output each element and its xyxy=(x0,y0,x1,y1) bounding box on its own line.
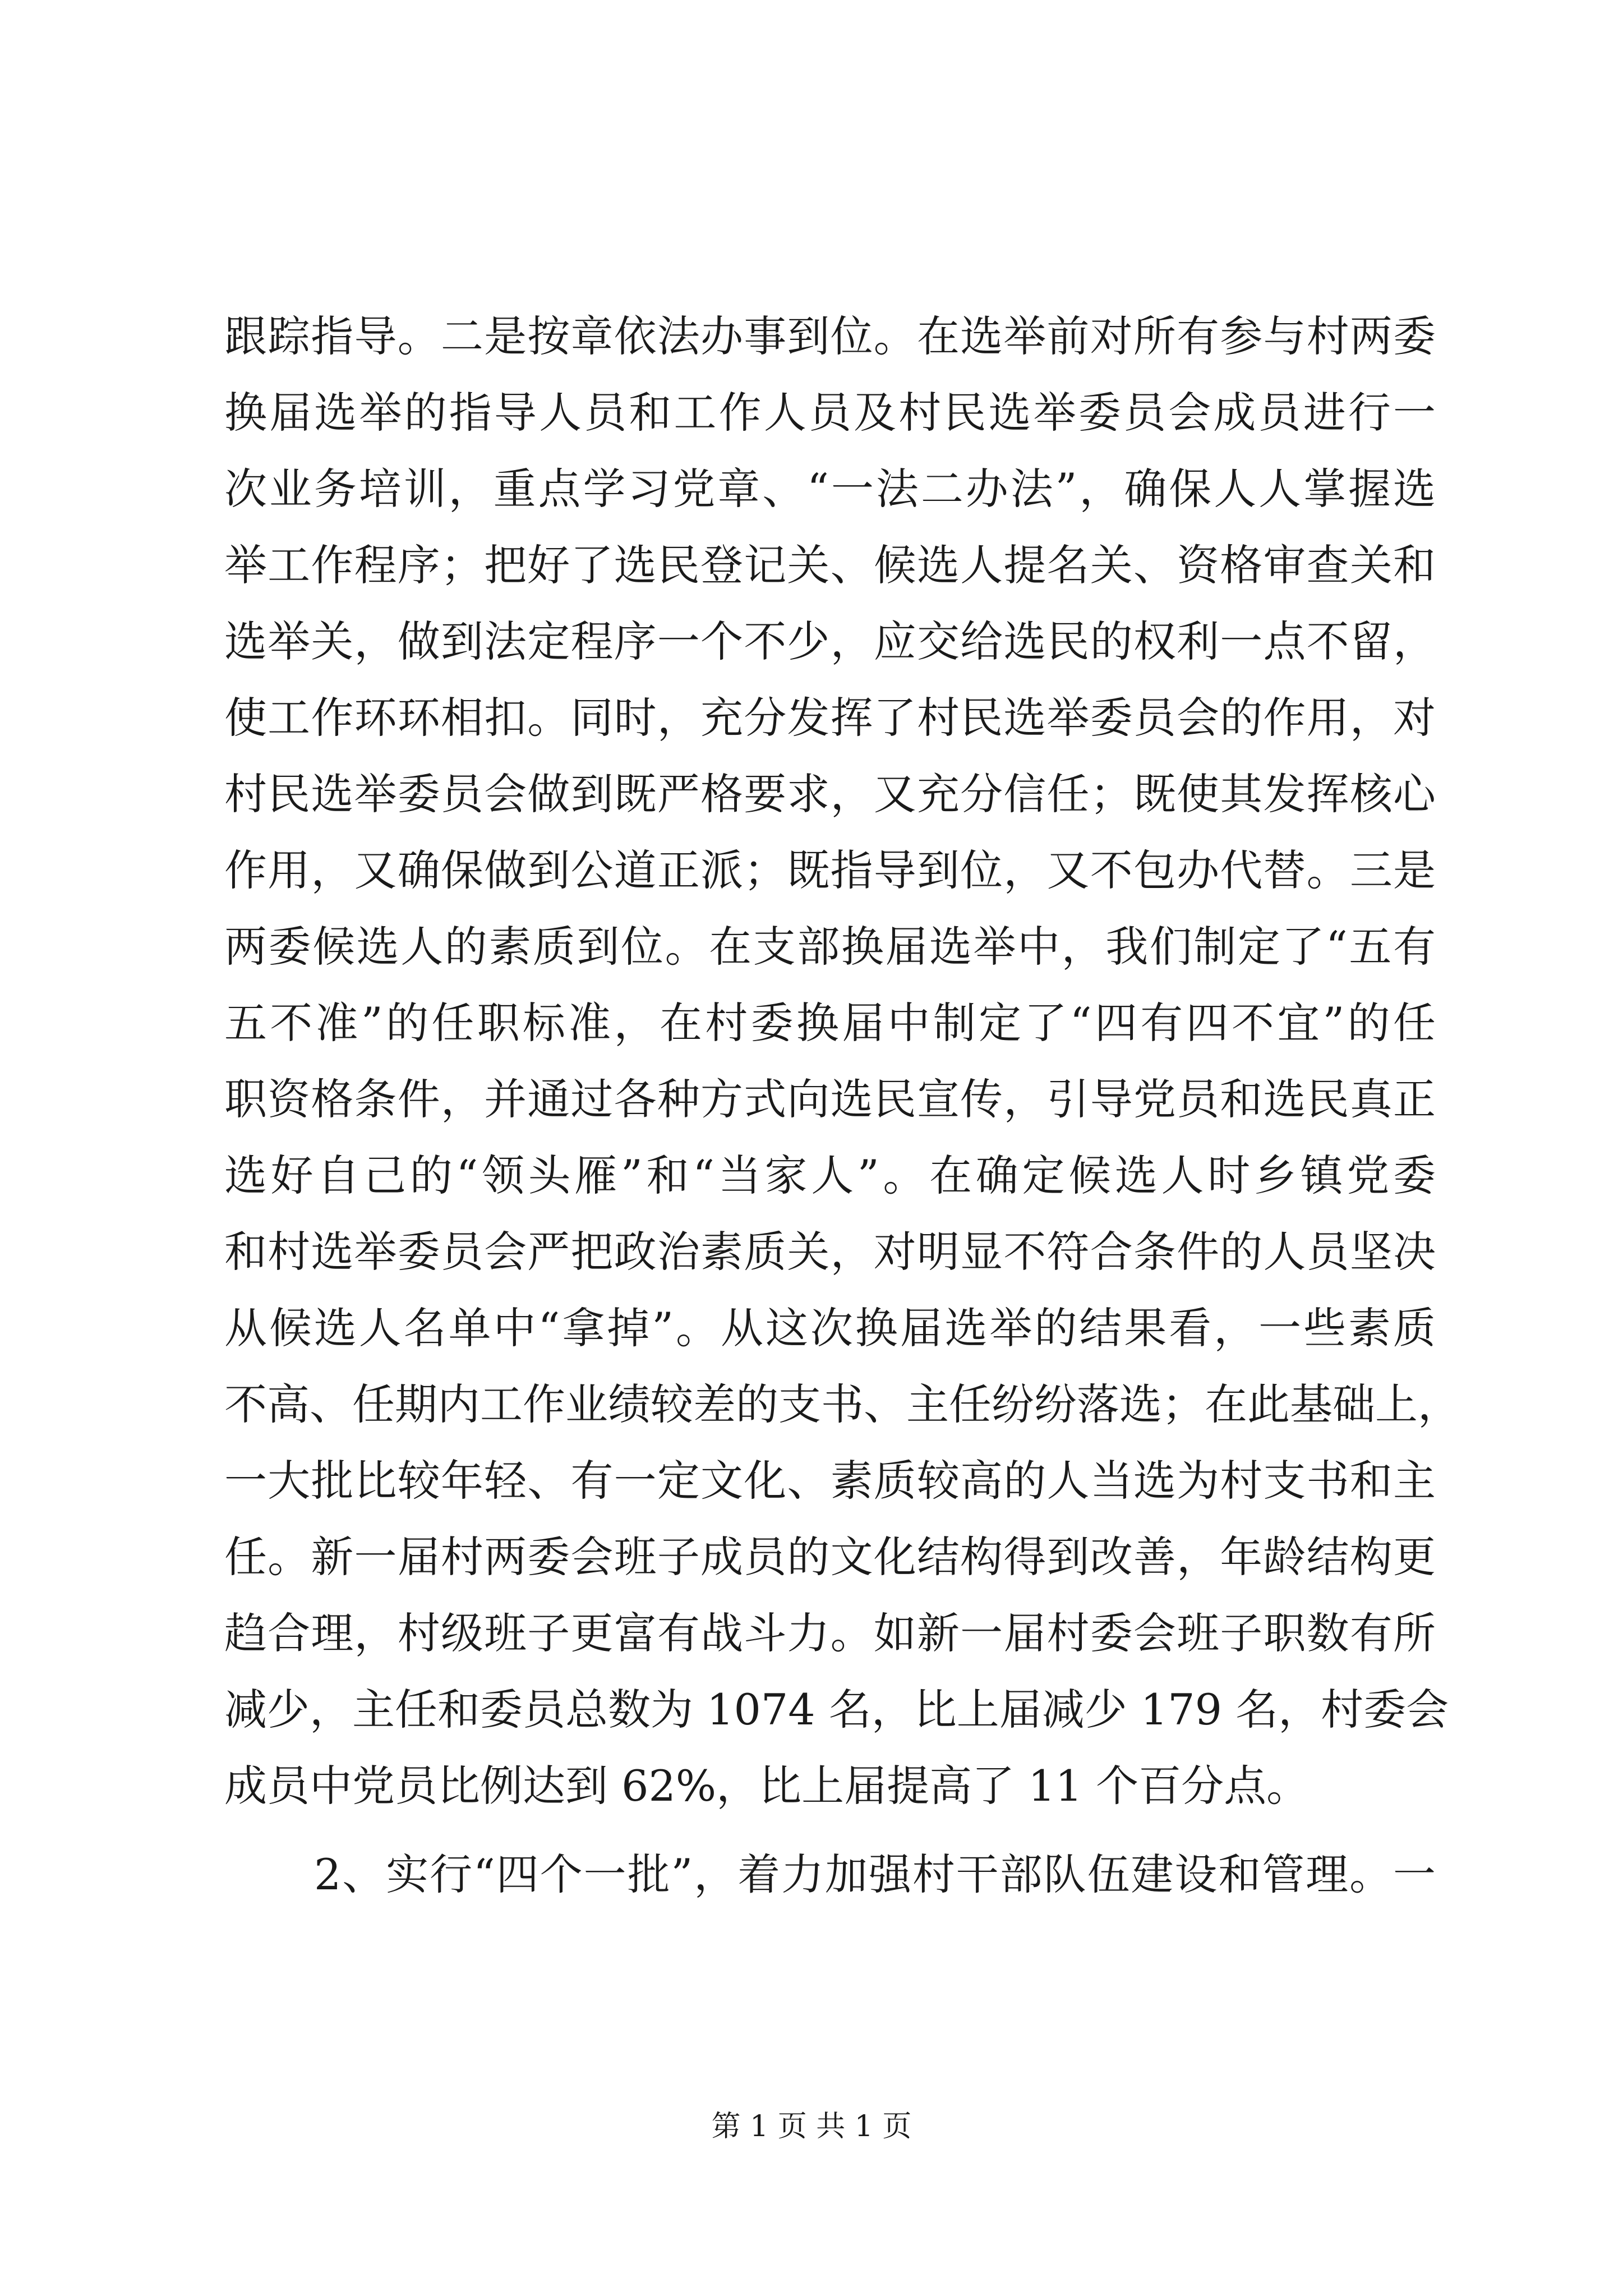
body-text-line: 换届选举的指导人员和工作人员及村民选举委员会成员进行一 xyxy=(224,388,1436,438)
paragraph-first-line: 2、实行“四个一批”，着力加强村干部队伍建设和管理。一 xyxy=(314,1849,1436,1899)
body-text-line: 成员中党员比例达到 62%，比上届提高了 11 个百分点。 xyxy=(224,1761,1310,1811)
body-text-line: 减少，主任和委员总数为 1074 名，比上届减少 179 名，村委会 xyxy=(224,1685,1449,1734)
body-text-line: 村民选举委员会做到既严格要求，又充分信任；既使其发挥核心 xyxy=(224,769,1436,819)
body-text-line: 五不准”的任职标准，在村委换届中制定了“四有四不宜”的任 xyxy=(224,998,1436,1048)
body-text-line: 跟踪指导。二是按章依法办事到位。在选举前对所有参与村两委 xyxy=(224,311,1436,361)
page-footer: 第 1 页 共 1 页 xyxy=(711,2110,912,2143)
body-text-line: 任。新一届村两委会班子成员的文化结构得到改善，年龄结构更 xyxy=(224,1532,1436,1582)
body-text-line: 使工作环环相扣。同时，充分发挥了村民选举委员会的作用，对 xyxy=(224,693,1436,743)
body-text-line: 趋合理，村级班子更富有战斗力。如新一届村委会班子职数有所 xyxy=(224,1608,1436,1658)
body-text-line: 举工作程序；把好了选民登记关、候选人提名关、资格审查关和 xyxy=(224,540,1436,590)
body-text-line: 不高、任期内工作业绩较差的支书、主任纷纷落选；在此基础上， xyxy=(224,1379,1460,1429)
body-text-line: 选举关，做到法定程序一个不少，应交给选民的权利一点不留， xyxy=(224,616,1436,666)
body-text-line: 从候选人名单中“拿掉”。从这次换届选举的结果看，一些素质 xyxy=(224,1303,1436,1353)
body-text-line: 作用，又确保做到公道正派；既指导到位，又不包办代替。三是 xyxy=(224,845,1436,895)
body-text-line: 职资格条件，并通过各种方式向选民宣传，引导党员和选民真正 xyxy=(224,1074,1436,1124)
body-text-line: 选好自己的“领头雁”和“当家人”。在确定候选人时乡镇党委 xyxy=(224,1151,1436,1200)
body-text-line: 两委候选人的素质到位。在支部换届选举中，我们制定了“五有 xyxy=(224,922,1436,972)
body-text-line: 一大批比较年轻、有一定文化、素质较高的人当选为村支书和主 xyxy=(224,1456,1436,1506)
body-text-line: 和村选举委员会严把政治素质关，对明显不符合条件的人员坚决 xyxy=(224,1227,1436,1277)
body-text-line: 次业务培训，重点学习党章、“一法二办法”，确保人人掌握选 xyxy=(224,464,1436,514)
